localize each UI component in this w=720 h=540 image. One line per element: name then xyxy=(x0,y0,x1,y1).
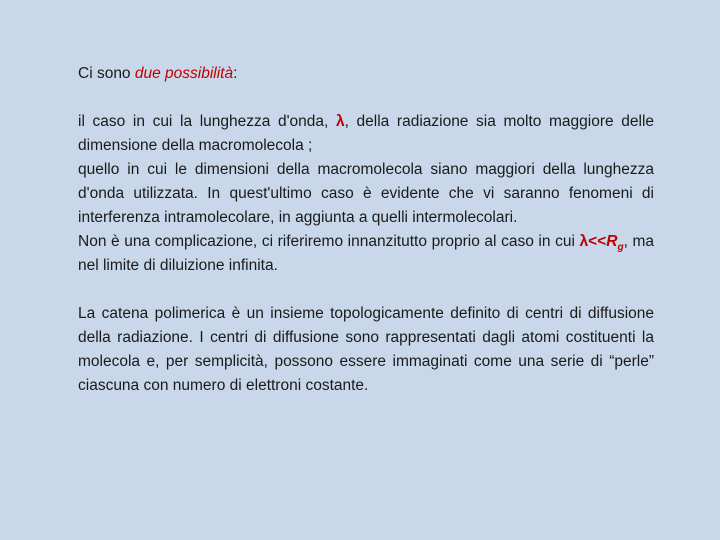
formula-subscript: g xyxy=(617,242,624,254)
item-3 xyxy=(78,230,654,278)
paragraph-2-text: La catena polimerica è un insieme topologicamente definito di centri di diffusione della radiazione. I centri di diffusione sono rappresentati dagli atomi costituenti la molecola e, per semplicità, possono essere immaginati come una serie di “perle” ciascuna con numero di elettroni costante. xyxy=(78,305,654,394)
formula-lambda: λ<< xyxy=(579,233,607,250)
intro-lead: Ci sono xyxy=(78,65,135,82)
intro-emphasis: due possibilità xyxy=(134,65,234,82)
item-3-before: Non è una complicazione, ci riferiremo innanzitutto proprio al caso in cui xyxy=(78,233,580,250)
spacer xyxy=(78,86,654,110)
item-2 xyxy=(78,158,654,230)
item-3-after: , ma nel limite di diluizione infinita. xyxy=(78,233,655,274)
item-1 xyxy=(78,110,654,158)
formula-r: R xyxy=(606,233,618,250)
lambda-symbol: λ xyxy=(335,113,345,130)
item-2-text: quello in cui le dimensioni della macromolecola siano maggiori della lunghezza d'onda utilizzata. In quest'ultimo caso è evidente che vi saranno fenomeni di interferenza intramolecolare, in aggiunta a quelli intermolecolari. xyxy=(78,161,654,226)
item-1-before: il caso in cui la lunghezza d'onda, xyxy=(78,113,336,130)
intro-tail: : xyxy=(233,65,238,82)
spacer xyxy=(78,278,654,302)
item-1-after: , della radiazione sia molto maggiore delle dimensione della macromolecola ; xyxy=(78,113,655,154)
intro-line xyxy=(78,62,654,86)
paragraph-2 xyxy=(78,302,654,398)
slide-content xyxy=(78,62,654,398)
